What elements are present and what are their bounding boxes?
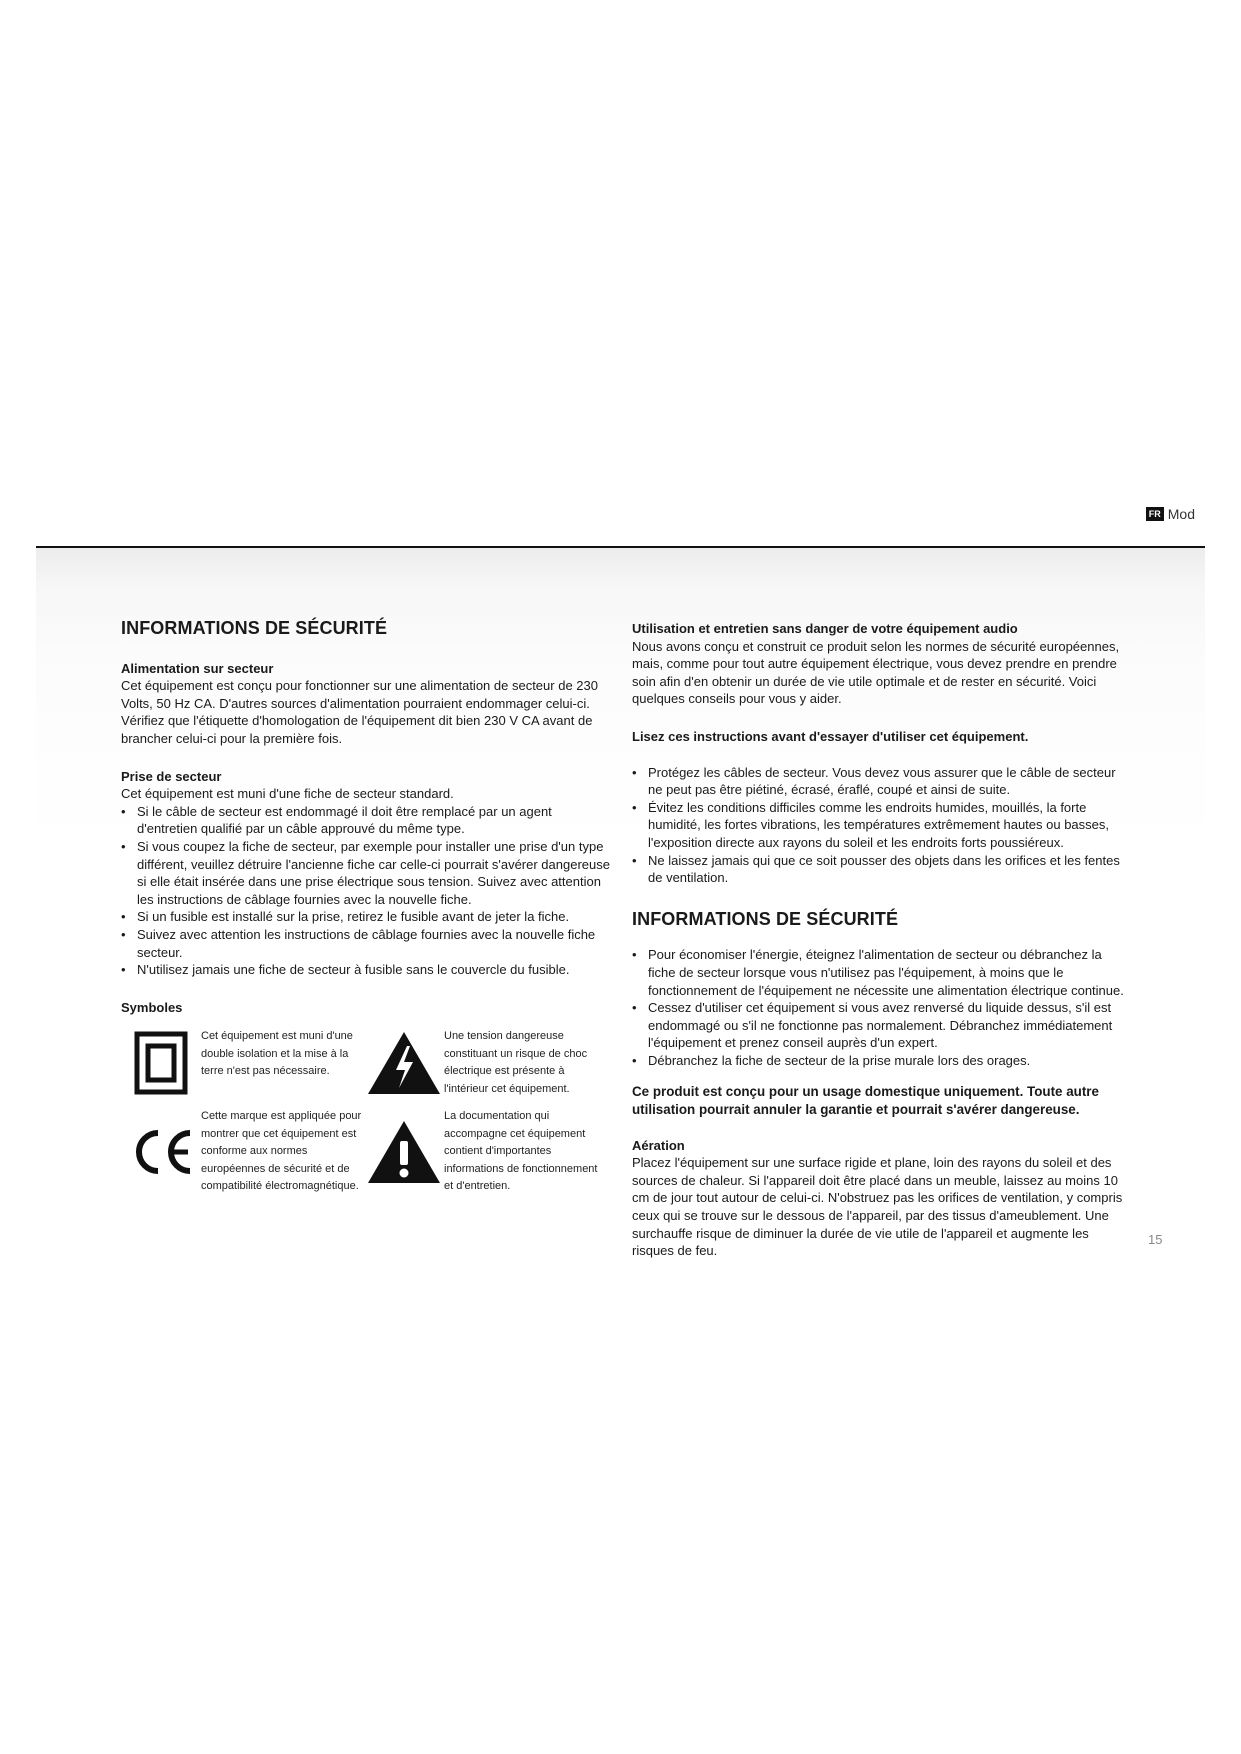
bullet-list — [121, 803, 611, 979]
instructions-heading: Lisez ces instructions avant d'essayer d'utiliser cet équipement. — [632, 728, 1029, 744]
bullet-list — [632, 764, 1124, 887]
left-column — [121, 620, 611, 1195]
right-column — [632, 620, 1124, 1260]
model-label: Mod — [1167, 506, 1195, 522]
list-item: • Pour économiser l'énergie, éteignez l'alimentation de secteur ou débranchez la fiche de secteur lorsque vous n'utilisez pas l'équipement, à moins que le fonctionnement de l'équipement ne nécessite une alimentation électrique continue. — [632, 946, 1124, 999]
section-text: Cet équipement est conçu pour fonctionner sur une alimentation de secteur de 230 Volts, 50 Hz CA. D'autres sources d'alimentation pourraient endommager celui-ci. Vérifiez que l'étiquette d'homologation de l'équipement dit bien 230 V CA avant de brancher celui-ci pour la première fois. — [121, 678, 598, 746]
section-title: INFORMATIONS DE SÉCURITÉ — [632, 908, 899, 929]
symbol-description: La documentation qui accompagne cet équipement contient d'importantes informations de fonctionnement et d'entretien. — [444, 1110, 598, 1192]
section-text: Nous avons conçu et construit ce produit selon les normes de sécurité européennes, mais, comme pour tout autre équipement électrique, vous devez prendre en prendre soin afin d'en obtenir un durée de vie utile optimale et de rester en sécurité. Voici quelques conseils pour vous y aider. — [632, 638, 1120, 707]
section-heading: Utilisation et entretien sans danger de votre équipement audio — [632, 621, 1018, 636]
list-item: • Suivez avec attention les instructions de câblage fournies avec la nouvelle fiche secteur. — [121, 926, 611, 961]
section-heading: Alimentation sur secteur — [121, 660, 274, 676]
section-heading: Symboles — [121, 999, 183, 1015]
list-item: • N'utilisez jamais une fiche de secteur à fusible sans le couvercle du fusible. — [121, 961, 611, 979]
section-symboles — [121, 999, 611, 1196]
list-item: • Protégez les câbles de secteur. Vous devez vous assurer que le câble de secteur ne peut pas être piétiné, écrasé, éraflé, coupé et ainsi de suite. — [632, 764, 1124, 799]
bullet-list — [632, 946, 1124, 1069]
list-item: • Si le câble de secteur est endommagé il doit être remplacé par un agent d'entretien qualifié par un câble approuvé du même type. — [121, 803, 611, 838]
header-rule — [36, 546, 1205, 548]
list-item: • Évitez les conditions difficiles comme les endroits humides, mouillés, la forte humidité, les fortes vibrations, les températures extrêmement hautes ou basses, l'exposition directe aux rayons du soleil et les endroits forts poussiéreux. — [632, 799, 1124, 852]
section-heading: Aération — [632, 1137, 685, 1153]
lightning-warning-icon — [364, 1028, 444, 1098]
section-utilisation — [632, 620, 1124, 708]
exclamation-warning-icon — [364, 1108, 444, 1195]
list-item: • Si un fusible est installé sur la prise, retirez le fusible avant de jeter la fiche. — [121, 908, 611, 926]
section-text: Cet équipement est muni d'une fiche de secteur standard. — [121, 786, 454, 802]
page-header — [1146, 505, 1195, 523]
section-text: Placez l'équipement sur une surface rigide et plane, loin des rayons du soleil et des sources de chaleur. Si l'appareil doit être placé dans un meuble, laissez au moins 10 cm de jour tout autour de celui-ci. N'obstruez pas les orifices de ventilation, y compris ceux qui se trouve sur le dessous de l'appareil, par des tissus d'ameublement. Une surchauffe risque de diminuer la durée de vie utile de l'appareil et augmente les risques de feu. — [632, 1155, 1123, 1259]
section-prise — [121, 768, 611, 979]
ce-mark-icon — [121, 1108, 201, 1195]
symbols-grid — [121, 1028, 611, 1195]
double-insulation-icon — [121, 1028, 201, 1098]
symbol-description: Cet équipement est muni d'une double isolation et la mise à la terre n'est pas nécessaire. — [201, 1030, 353, 1078]
language-badge: FR — [1146, 507, 1164, 521]
list-item: • Débranchez la fiche de secteur de la prise murale lors des orages. — [632, 1052, 1124, 1070]
symbol-description: Cette marque est appliquée pour montrer que cet équipement est conforme aux normes européennes de sécurité et de compatibilité électromagnétique. — [201, 1110, 362, 1192]
list-item: • Cessez d'utiliser cet équipement si vous avez renversé du liquide dessus, s'il est endommagé ou s'il ne fonctionne pas normalement. Débranchez immédiatement l'équipement et prenez conseil auprès d'un expert. — [632, 999, 1124, 1052]
page-number: 15 — [1148, 1232, 1163, 1247]
domestic-use-note: Ce produit est conçu pour un usage domestique uniquement. Toute autre utilisation pourrait annuler la garantie et pourrait s'avérer dangereuse. — [632, 1084, 1099, 1118]
list-item: • Si vous coupez la fiche de secteur, par exemple pour installer une prise d'un type différent, veuillez détruire l'ancienne fiche car celle-ci pourrait s'avérer dangereuse si elle était insérée dans une prise électrique sous tension. Suivez avec attention les instructions de câblage fournies avec la nouvelle fiche. — [121, 838, 611, 908]
page-title: INFORMATIONS DE SÉCURITÉ — [121, 618, 388, 638]
list-item: • Ne laissez jamais qui que ce soit pousser des objets dans les orifices et les fentes de ventilation. — [632, 852, 1124, 887]
section-heading: Prise de secteur — [121, 768, 222, 784]
symbol-description: Une tension dangereuse constituant un risque de choc électrique est présente à l'intérieur cet équipement. — [444, 1030, 588, 1095]
section-aeration — [632, 1137, 1124, 1260]
section-alimentation — [121, 660, 611, 748]
